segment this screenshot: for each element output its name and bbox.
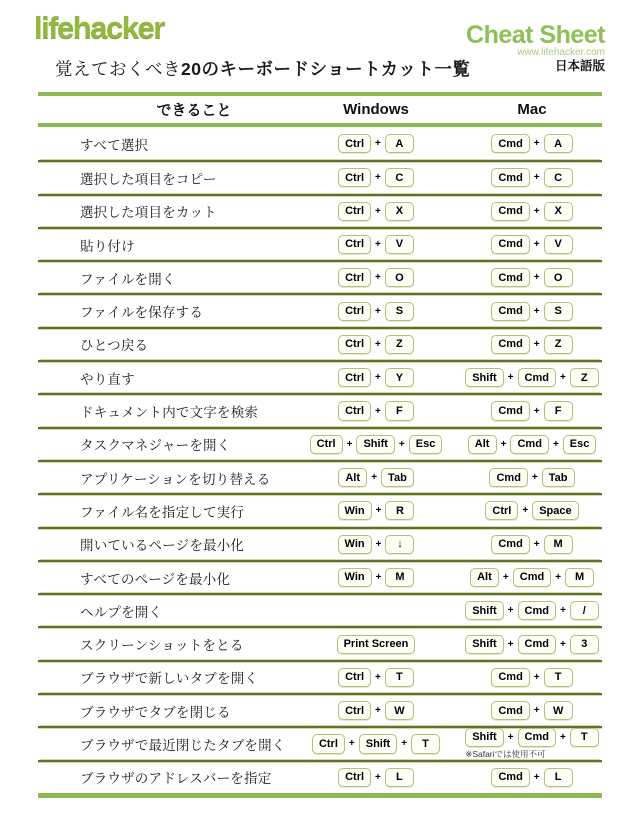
task-cell: ブラウザのアドレスバーを指定	[80, 771, 272, 787]
table-bottom-divider	[38, 793, 602, 798]
plus-separator: +	[555, 572, 562, 583]
windows-keys	[290, 635, 462, 654]
key-cap: T	[570, 728, 599, 747]
key-cap: Cmd	[518, 635, 556, 654]
key-cap: V	[385, 235, 414, 254]
mac-stack	[491, 668, 572, 687]
table-body	[38, 127, 602, 793]
key-cap: Cmd	[491, 768, 529, 787]
key-cap: Ctrl	[338, 134, 371, 153]
plus-separator: +	[375, 405, 381, 417]
table-row	[38, 393, 602, 426]
windows-keys	[290, 168, 462, 187]
windows-keys	[290, 134, 462, 153]
plus-separator: +	[533, 172, 540, 184]
task-cell: ブラウザでタブを閉じる	[80, 704, 231, 720]
table-row	[38, 293, 602, 326]
key-cap: Ctrl	[338, 401, 371, 420]
key-cap: M	[565, 568, 594, 587]
table-row	[38, 227, 602, 260]
key-cap: W	[544, 701, 573, 720]
key-cap: T	[385, 668, 414, 687]
cheat-sheet-title: Cheat Sheet	[466, 21, 605, 49]
plus-separator: +	[552, 438, 559, 450]
key-cap: Y	[385, 368, 414, 387]
key-cap: Esc	[563, 435, 597, 454]
mac-keys	[468, 435, 597, 454]
key-cap: Cmd	[510, 435, 548, 454]
plus-separator: +	[533, 305, 540, 317]
key-cap: Ctrl	[338, 202, 371, 221]
task-cell: 貼り付け	[80, 238, 135, 254]
title-prefix: 覚えておくべき	[55, 59, 181, 79]
task-cell: すべて選択	[80, 137, 149, 153]
key-cap: Ctrl	[312, 734, 345, 753]
plus-separator: +	[375, 505, 382, 517]
key-cap: W	[385, 701, 414, 720]
key-cap: Win	[338, 568, 372, 587]
key-cap: Esc	[409, 435, 443, 454]
key-cap: Shift	[465, 635, 503, 654]
key-cap: Cmd	[491, 401, 529, 420]
key-cap: Cmd	[491, 235, 529, 254]
key-cap: O	[385, 268, 414, 287]
mac-keys	[491, 701, 572, 720]
mac-cell	[462, 601, 602, 620]
page-title	[55, 56, 470, 81]
table-row	[38, 194, 602, 227]
mac-keys	[491, 268, 572, 287]
plus-separator: +	[559, 732, 566, 743]
key-cap: Shift	[465, 728, 503, 747]
key-cap: Ctrl	[338, 268, 371, 287]
brand-block	[466, 21, 605, 73]
plus-separator: +	[507, 638, 514, 650]
mac-cell	[462, 701, 602, 720]
brand-edition: 日本語版	[554, 59, 605, 74]
mac-keys	[491, 768, 572, 787]
plus-separator: +	[533, 138, 540, 150]
table-row	[38, 626, 602, 659]
windows-keys	[290, 302, 462, 321]
column-header-windows: Windows	[343, 101, 409, 118]
windows-keys	[290, 701, 462, 720]
key-cap: L	[385, 768, 414, 787]
key-cap: Space	[532, 501, 578, 520]
key-cap: C	[544, 168, 573, 187]
mac-cell	[462, 202, 602, 221]
key-cap: ↓	[385, 535, 414, 554]
key-cap: C	[385, 168, 414, 187]
mac-note: ※Safariでは使用不可	[465, 749, 546, 760]
task-cell: スクリーンショットをとる	[80, 638, 244, 654]
mac-stack	[491, 701, 572, 720]
mac-cell	[462, 302, 602, 321]
plus-separator: +	[533, 538, 540, 550]
key-cap: /	[570, 601, 599, 620]
mac-keys	[465, 368, 599, 387]
mac-cell	[462, 768, 602, 787]
task-cell: ファイルを保存する	[80, 305, 204, 321]
key-cap: Z	[570, 368, 599, 387]
key-cap: Ctrl	[338, 335, 371, 354]
key-cap: Ctrl	[338, 668, 371, 687]
key-cap: Cmd	[518, 728, 556, 747]
key-cap: Shift	[465, 601, 503, 620]
mac-keys	[491, 401, 572, 420]
task-cell: タスクマネジャーを開く	[80, 438, 231, 454]
windows-keys	[290, 501, 462, 520]
plus-separator: +	[559, 372, 566, 384]
table-header-row	[38, 96, 602, 123]
mac-stack	[491, 302, 572, 321]
key-cap: Cmd	[491, 302, 529, 321]
mac-stack	[491, 202, 572, 221]
mac-cell	[462, 568, 602, 587]
mac-cell	[462, 728, 602, 760]
plus-separator: +	[371, 472, 378, 484]
table-row	[38, 327, 602, 360]
windows-keys	[290, 268, 462, 287]
plus-separator: +	[375, 272, 381, 284]
windows-keys	[290, 202, 462, 221]
mac-keys	[491, 535, 572, 554]
mac-keys	[491, 235, 572, 254]
key-cap: S	[544, 302, 573, 321]
task-cell: ファイルを開く	[80, 271, 176, 287]
key-cap: Cmd	[491, 134, 529, 153]
key-cap: Cmd	[513, 568, 551, 587]
key-cap: Alt	[468, 435, 497, 454]
mac-cell	[462, 368, 602, 387]
mac-cell	[462, 168, 602, 187]
plus-separator: +	[533, 705, 540, 717]
plus-separator: +	[559, 605, 566, 617]
key-cap: S	[385, 302, 414, 321]
task-cell: ヘルプを開く	[80, 604, 163, 620]
mac-keys	[465, 601, 599, 620]
mac-stack	[491, 268, 572, 287]
mac-stack	[491, 768, 572, 787]
mac-cell	[462, 235, 602, 254]
column-header-task: できること	[156, 102, 232, 119]
table-row	[38, 493, 602, 526]
mac-keys	[489, 468, 574, 487]
task-cell: ファイル名を指定して実行	[80, 504, 245, 520]
key-cap: Z	[385, 335, 414, 354]
plus-separator: +	[375, 705, 381, 717]
table-row	[38, 360, 602, 393]
plus-separator: +	[559, 638, 566, 650]
table-row	[38, 593, 602, 626]
plus-separator: +	[401, 738, 408, 750]
task-cell: ドキュメント内で文字を検索	[80, 405, 259, 421]
mac-stack	[468, 435, 597, 454]
mac-cell	[462, 635, 602, 654]
mac-cell	[462, 134, 602, 153]
plus-separator: +	[533, 272, 540, 284]
mac-stack	[491, 235, 572, 254]
key-cap: X	[385, 202, 414, 221]
lifehacker-logo: lifehacker	[34, 10, 164, 45]
plus-separator: +	[531, 472, 538, 484]
key-cap: A	[544, 134, 573, 153]
plus-separator: +	[375, 372, 381, 384]
key-cap: M	[385, 568, 414, 587]
table-row	[38, 527, 602, 560]
table-row	[38, 760, 602, 793]
plus-separator: +	[348, 738, 355, 750]
table-row	[38, 127, 602, 160]
key-cap: Cmd	[518, 601, 556, 620]
task-cell: ひとつ戻る	[80, 338, 149, 354]
task-cell: 選択した項目をコピー	[80, 171, 217, 187]
key-cap: T	[544, 668, 573, 687]
windows-keys	[290, 535, 462, 554]
mac-stack	[465, 635, 599, 654]
task-cell: やり直す	[80, 371, 135, 387]
key-cap: Cmd	[491, 535, 529, 554]
key-cap: X	[544, 202, 573, 221]
table-row	[38, 160, 602, 193]
windows-keys	[290, 468, 462, 487]
plus-separator: +	[375, 338, 381, 350]
task-cell: アプリケーションを切り替える	[80, 471, 271, 487]
windows-keys	[290, 335, 462, 354]
plus-separator: +	[533, 771, 540, 783]
key-cap: Ctrl	[338, 235, 371, 254]
column-header-mac: Mac	[517, 101, 547, 118]
mac-keys	[491, 335, 572, 354]
key-cap: T	[411, 734, 440, 753]
key-cap: Cmd	[491, 335, 529, 354]
mac-cell	[462, 501, 602, 520]
plus-separator: +	[507, 732, 514, 743]
key-cap: Tab	[381, 468, 414, 487]
key-cap: Ctrl	[338, 768, 371, 787]
key-cap: Cmd	[491, 701, 529, 720]
key-cap: Ctrl	[338, 168, 371, 187]
mac-keys	[491, 668, 572, 687]
plus-separator: +	[375, 172, 381, 184]
brand-url: www.lifehacker.com	[517, 47, 605, 58]
mac-keys	[491, 202, 572, 221]
plus-separator: +	[533, 405, 540, 417]
table-row	[38, 660, 602, 693]
windows-keys	[290, 435, 462, 454]
mac-keys	[491, 302, 572, 321]
plus-separator: +	[507, 372, 514, 384]
key-cap: L	[544, 768, 573, 787]
plus-separator: +	[502, 572, 509, 583]
table-row	[38, 726, 602, 759]
mac-cell	[462, 535, 602, 554]
plus-separator: +	[500, 438, 507, 450]
key-cap: F	[544, 401, 573, 420]
task-cell: ブラウザで最近閉じたタブを開く	[80, 737, 286, 753]
key-cap: Print Screen	[337, 635, 416, 654]
table-row	[38, 693, 602, 726]
mac-stack	[465, 368, 599, 387]
mac-stack	[485, 501, 578, 520]
key-cap: Alt	[338, 468, 367, 487]
key-cap: Ctrl	[485, 501, 518, 520]
plus-separator: +	[507, 605, 514, 617]
mac-stack	[470, 568, 594, 587]
windows-keys	[290, 768, 462, 787]
key-cap: Cmd	[491, 202, 529, 221]
plus-separator: +	[533, 205, 540, 217]
key-cap: Cmd	[491, 168, 529, 187]
mac-cell	[462, 668, 602, 687]
plus-separator: +	[375, 138, 381, 150]
mac-stack	[491, 401, 572, 420]
mac-cell	[462, 401, 602, 420]
plus-separator: +	[346, 438, 353, 450]
mac-cell	[462, 468, 602, 487]
title-emphasis: 20のキーボードショートカット一覧	[181, 59, 471, 79]
key-cap: Ctrl	[338, 368, 371, 387]
key-cap: M	[544, 535, 573, 554]
mac-stack	[491, 134, 572, 153]
key-cap: Shift	[465, 368, 503, 387]
key-cap: Cmd	[491, 668, 529, 687]
plus-separator: +	[398, 438, 405, 450]
key-cap: Ctrl	[338, 302, 371, 321]
mac-cell	[462, 268, 602, 287]
task-cell: 開いているページを最小化	[80, 538, 245, 554]
task-cell: ブラウザで新しいタブを開く	[80, 671, 259, 687]
key-cap: O	[544, 268, 573, 287]
mac-stack	[491, 335, 572, 354]
key-cap: R	[385, 501, 414, 520]
mac-keys	[491, 168, 572, 187]
task-cell: 選択した項目をカット	[80, 205, 217, 221]
plus-separator: +	[533, 239, 540, 251]
windows-keys	[290, 668, 462, 687]
mac-cell	[462, 335, 602, 354]
table-row	[38, 427, 602, 460]
plus-separator: +	[375, 538, 382, 550]
task-cell: すべてのページを最小化	[80, 571, 231, 587]
key-cap: Cmd	[491, 268, 529, 287]
key-cap: Ctrl	[338, 701, 371, 720]
table-row	[38, 260, 602, 293]
plus-separator: +	[375, 205, 381, 217]
key-cap: Win	[338, 535, 372, 554]
key-cap: 3	[570, 635, 599, 654]
key-cap: Cmd	[518, 368, 556, 387]
table-row	[38, 460, 602, 493]
mac-stack	[491, 168, 572, 187]
key-cap: Shift	[359, 734, 397, 753]
windows-keys	[290, 734, 462, 753]
plus-separator: +	[375, 239, 381, 251]
shortcut-table	[38, 92, 602, 798]
mac-keys	[470, 568, 594, 587]
plus-separator: +	[375, 305, 381, 317]
plus-separator: +	[375, 671, 381, 683]
key-cap: F	[385, 401, 414, 420]
key-cap: Shift	[356, 435, 394, 454]
plus-separator: +	[375, 771, 381, 783]
windows-keys	[290, 568, 462, 587]
plus-separator: +	[375, 572, 382, 583]
key-cap: Alt	[470, 568, 499, 587]
key-cap: Win	[338, 501, 372, 520]
key-cap: A	[385, 134, 414, 153]
mac-stack	[489, 468, 574, 487]
key-cap: V	[544, 235, 573, 254]
plus-separator: +	[533, 338, 540, 350]
key-cap: Tab	[542, 468, 575, 487]
mac-stack	[465, 728, 599, 760]
mac-cell	[462, 435, 602, 454]
mac-keys	[485, 501, 578, 520]
windows-keys	[290, 401, 462, 420]
plus-separator: +	[522, 505, 529, 517]
mac-keys	[465, 635, 599, 654]
key-cap: Z	[544, 335, 573, 354]
key-cap: Ctrl	[310, 435, 343, 454]
mac-stack	[465, 601, 599, 620]
table-row	[38, 560, 602, 593]
windows-keys	[290, 368, 462, 387]
plus-separator: +	[533, 671, 540, 683]
key-cap: Cmd	[489, 468, 527, 487]
mac-keys	[465, 728, 599, 747]
windows-keys	[290, 235, 462, 254]
mac-stack	[491, 535, 572, 554]
mac-keys	[491, 134, 572, 153]
